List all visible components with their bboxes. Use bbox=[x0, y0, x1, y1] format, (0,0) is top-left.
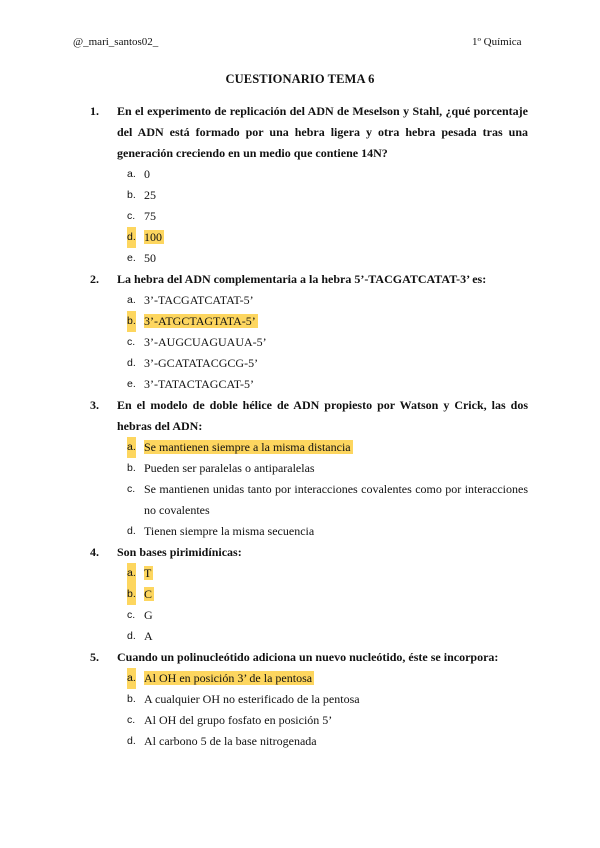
answer-options bbox=[90, 164, 528, 269]
answer-option-highlighted bbox=[90, 668, 528, 689]
question-text: Cuando un polinucleótido adiciona un nuevo nucleótido, éste se incorpora: bbox=[117, 650, 499, 664]
question-number: 5. bbox=[90, 650, 99, 664]
answer-option bbox=[90, 731, 528, 752]
answer-option bbox=[90, 206, 528, 227]
question-number: 4. bbox=[90, 545, 99, 559]
option-text: 3’-GCATATACGCG-5’ bbox=[144, 356, 259, 370]
option-letter: d. bbox=[127, 357, 136, 369]
option-letter: d. bbox=[127, 630, 136, 642]
question-text: En el modelo de doble hélice de ADN propiesto por Watson y Crick, las dos hebras del ADN: bbox=[117, 398, 528, 433]
option-text: A bbox=[144, 629, 153, 643]
answer-option-highlighted bbox=[90, 311, 528, 332]
answer-option bbox=[90, 185, 528, 206]
option-letter: b. bbox=[127, 584, 136, 605]
answer-option bbox=[90, 353, 528, 374]
option-letter: d. bbox=[127, 525, 136, 537]
answer-option bbox=[90, 626, 528, 647]
option-text: G bbox=[144, 608, 153, 622]
answer-option bbox=[90, 374, 528, 395]
question-4 bbox=[90, 542, 528, 647]
option-text: Se mantienen siempre a la misma distancia bbox=[144, 440, 351, 454]
option-text: 3’-AUGCUAGUAUA-5’ bbox=[144, 335, 267, 349]
question-3 bbox=[90, 395, 528, 542]
answer-option bbox=[90, 689, 528, 710]
question-1 bbox=[90, 101, 528, 269]
answer-options bbox=[90, 290, 528, 395]
option-letter: d. bbox=[127, 227, 136, 248]
answer-option bbox=[90, 332, 528, 353]
answer-option-highlighted bbox=[90, 584, 528, 605]
answer-options bbox=[90, 437, 528, 542]
question-text: La hebra del ADN complementaria a la hebra 5’-TACGATCATAT-3’ es: bbox=[117, 272, 487, 286]
question-number: 2. bbox=[90, 272, 99, 286]
option-letter: c. bbox=[127, 714, 136, 726]
question-5 bbox=[90, 647, 528, 752]
answer-option bbox=[90, 458, 528, 479]
option-letter: c. bbox=[127, 483, 136, 495]
option-text: A cualquier OH no esterificado de la pentosa bbox=[144, 692, 360, 706]
option-text: Al carbono 5 de la base nitrogenada bbox=[144, 734, 317, 748]
option-text: 3’-ATGCTAGTATA-5’ bbox=[144, 314, 256, 328]
option-letter: e. bbox=[127, 252, 136, 264]
option-letter: c. bbox=[127, 210, 136, 222]
option-text: 50 bbox=[144, 251, 156, 265]
option-letter: b. bbox=[127, 462, 136, 474]
answer-option-highlighted bbox=[90, 227, 528, 248]
option-letter: b. bbox=[127, 189, 136, 201]
option-letter: b. bbox=[127, 311, 136, 332]
question-number: 3. bbox=[90, 398, 99, 412]
answer-option bbox=[90, 248, 528, 269]
question-text: En el experimento de replicación del ADN de Meselson y Stahl, ¿qué porcentaje del ADN está formado por una hebra ligera y otra hebra pesada tras una generación creciendo en un medio que contiene 14N? bbox=[117, 104, 528, 160]
option-letter: a. bbox=[127, 294, 136, 306]
question-list bbox=[90, 101, 528, 752]
option-letter: a. bbox=[127, 668, 136, 689]
answer-options bbox=[90, 668, 528, 752]
option-text: 3’-TATACTAGCAT-5’ bbox=[144, 377, 254, 391]
option-text: 0 bbox=[144, 167, 150, 181]
option-text: Al OH del grupo fosfato en posición 5’ bbox=[144, 713, 333, 727]
answer-option bbox=[90, 164, 528, 185]
answer-option-highlighted bbox=[90, 437, 528, 458]
option-letter: c. bbox=[127, 336, 136, 348]
question-2 bbox=[90, 269, 528, 395]
answer-option-highlighted bbox=[90, 563, 528, 584]
page-title: CUESTIONARIO TEMA 6 bbox=[225, 72, 375, 86]
option-text: 3’-TACGATCATAT-5’ bbox=[144, 293, 254, 307]
answer-options bbox=[90, 563, 528, 647]
answer-option bbox=[90, 290, 528, 311]
question-text: Son bases pirimidínicas: bbox=[117, 545, 242, 559]
answer-option bbox=[90, 521, 528, 542]
author-handle: @_mari_santos02_ bbox=[73, 36, 159, 48]
option-letter: a. bbox=[127, 437, 136, 458]
option-letter: d. bbox=[127, 735, 136, 747]
option-text: Tienen siempre la misma secuencia bbox=[144, 524, 315, 538]
answer-option bbox=[90, 710, 528, 731]
answer-option bbox=[90, 605, 528, 626]
option-letter: a. bbox=[127, 563, 136, 584]
option-text: 75 bbox=[144, 209, 156, 223]
option-letter: a. bbox=[127, 168, 136, 180]
option-text: Se mantienen unidas tanto por interacciones covalentes como por interacciones no covalentes bbox=[144, 482, 528, 517]
option-text: Pueden ser paralelas o antiparalelas bbox=[144, 461, 315, 475]
question-number: 1. bbox=[90, 104, 99, 118]
option-text: 25 bbox=[144, 188, 156, 202]
option-text: C bbox=[144, 587, 153, 601]
option-letter: b. bbox=[127, 693, 136, 705]
course-label: 1º Química bbox=[472, 36, 522, 48]
option-letter: e. bbox=[127, 378, 136, 390]
option-letter: c. bbox=[127, 609, 136, 621]
option-text: T bbox=[144, 566, 152, 580]
option-text: Al OH en posición 3’ de la pentosa bbox=[144, 671, 313, 685]
answer-option bbox=[90, 479, 528, 521]
option-text: 100 bbox=[144, 230, 162, 244]
